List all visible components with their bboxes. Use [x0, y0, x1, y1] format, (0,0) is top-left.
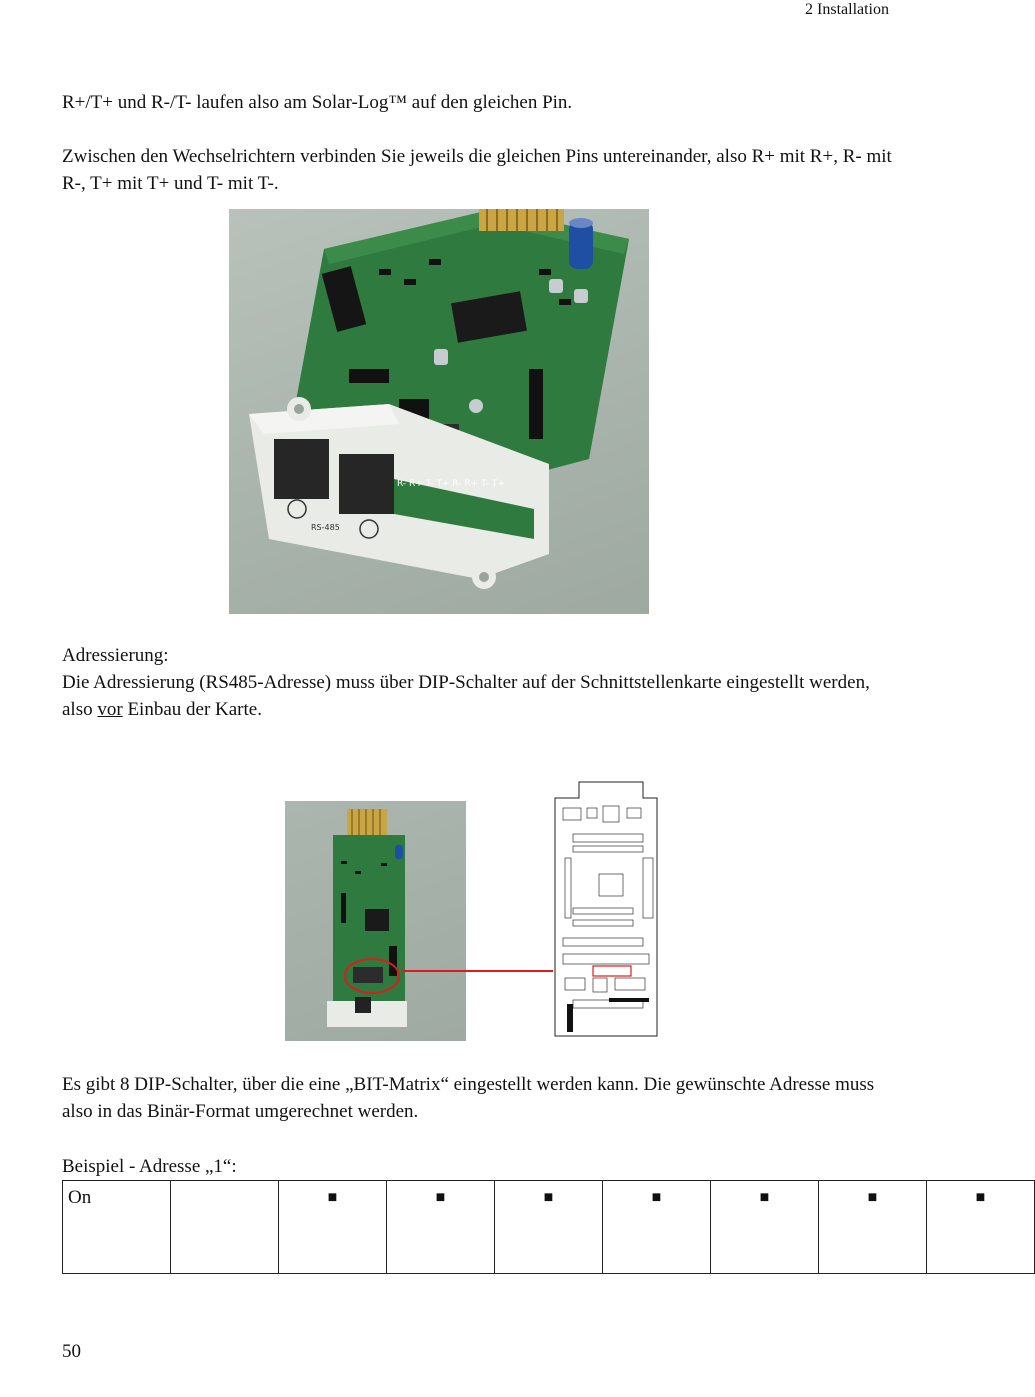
paragraph-inverter-wiring: Zwischen den Wechselrichtern verbinden Sie jeweils die gleichen Pins untereinander, also R+ mit R+, R- mit R-, T+ mit T+ und T- mit T-. — [62, 146, 892, 194]
table-row — [63, 1181, 1035, 1274]
dip-cell-7: ■ — [819, 1181, 927, 1274]
card-schematic-drawing — [553, 778, 669, 1042]
dip-cell-2: ■ — [279, 1181, 387, 1274]
card-top-view-photo — [285, 801, 466, 1041]
heading-addressing: Adressierung: — [62, 645, 169, 666]
port-label: RS-485 — [311, 523, 340, 532]
terminal-labels: R- R+ T- T+ R- R+ T- T+ — [397, 479, 505, 489]
page-number: 50 — [62, 1341, 81, 1362]
paragraph-bit-matrix: Es gibt 8 DIP-Schalter, über die eine „BIT-Matrix“ eingestellt werden kann. Die gewünschte Adresse muss also in das Binär-Format umgerechnet werden. — [62, 1074, 875, 1122]
paragraph-pin-mapping: R+/T+ und R-/T- laufen also am Solar-Log™ auf den gleichen Pin. — [62, 92, 573, 113]
paragraph-addressing: Die Adressierung (RS485-Adresse) muss über DIP-Schalter auf der Schnittstellenkarte eingestellt werden, also vor Einbau der Karte. — [62, 672, 870, 720]
example-caption: Beispiel - Adresse „1“: — [62, 1156, 237, 1177]
running-header: 2 Installation — [805, 1, 889, 18]
underlined-word: vor — [97, 699, 123, 720]
dip-cell-5: ■ — [603, 1181, 711, 1274]
row-label-cell: On — [63, 1181, 171, 1274]
dip-cell-8: ■ — [927, 1181, 1035, 1274]
dip-cell-6: ■ — [711, 1181, 819, 1274]
dip-cell-1 — [171, 1181, 279, 1274]
dip-cell-4: ■ — [495, 1181, 603, 1274]
dip-cell-3: ■ — [387, 1181, 495, 1274]
dip-switch-table — [62, 1180, 1035, 1274]
interface-card-photo — [229, 209, 649, 614]
